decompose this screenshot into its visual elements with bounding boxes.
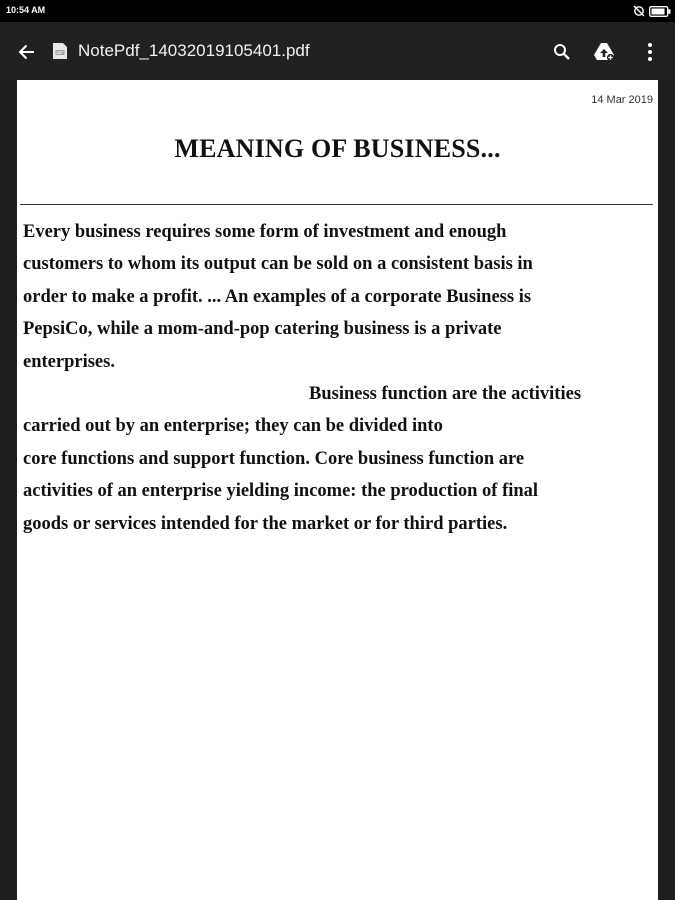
document-body <box>23 216 653 540</box>
drive-upload-icon <box>593 42 615 62</box>
body-line: Business function are the activities <box>309 384 582 405</box>
document-heading: MEANING OF BUSINESS... <box>174 134 501 163</box>
status-time: 10:54 AM <box>6 5 46 15</box>
pdf-page[interactable] <box>17 80 658 900</box>
search-icon <box>553 43 571 61</box>
body-line: carried out by an enterprise; they can be divided into <box>23 416 443 437</box>
pdf-file-icon <box>52 42 68 60</box>
more-vert-icon <box>647 42 653 62</box>
heading-divider <box>20 204 653 205</box>
arrow-left-icon <box>18 43 36 61</box>
save-to-drive-button[interactable] <box>590 38 618 66</box>
body-line: PepsiCo, while a mom-and-pop catering business is a private <box>23 319 502 340</box>
body-line: Every business requires some form of investment and enough <box>23 222 507 242</box>
more-options-button[interactable] <box>636 38 664 66</box>
body-line: goods or services intended for the market or for third parties. <box>23 513 508 534</box>
back-button[interactable] <box>14 39 40 65</box>
body-line: customers to whom its output can be sold on a consistent basis in <box>23 254 533 275</box>
body-line: enterprises. <box>23 351 115 372</box>
body-line: order to make a profit. ... An examples of a corporate Business is <box>23 286 532 307</box>
sync-off-icon <box>632 5 646 17</box>
search-button[interactable] <box>548 38 576 66</box>
body-line: core functions and support function. Core business function are <box>23 448 525 469</box>
battery-icon <box>649 6 671 17</box>
status-icons <box>632 4 671 18</box>
body-line: activities of an enterprise yielding income: the production of final <box>23 481 539 502</box>
status-bar <box>0 0 675 22</box>
app-bar <box>0 22 675 80</box>
document-date: 14 Mar 2019 <box>591 94 653 106</box>
file-title: NotePdf_14032019105401.pdf <box>78 41 310 60</box>
